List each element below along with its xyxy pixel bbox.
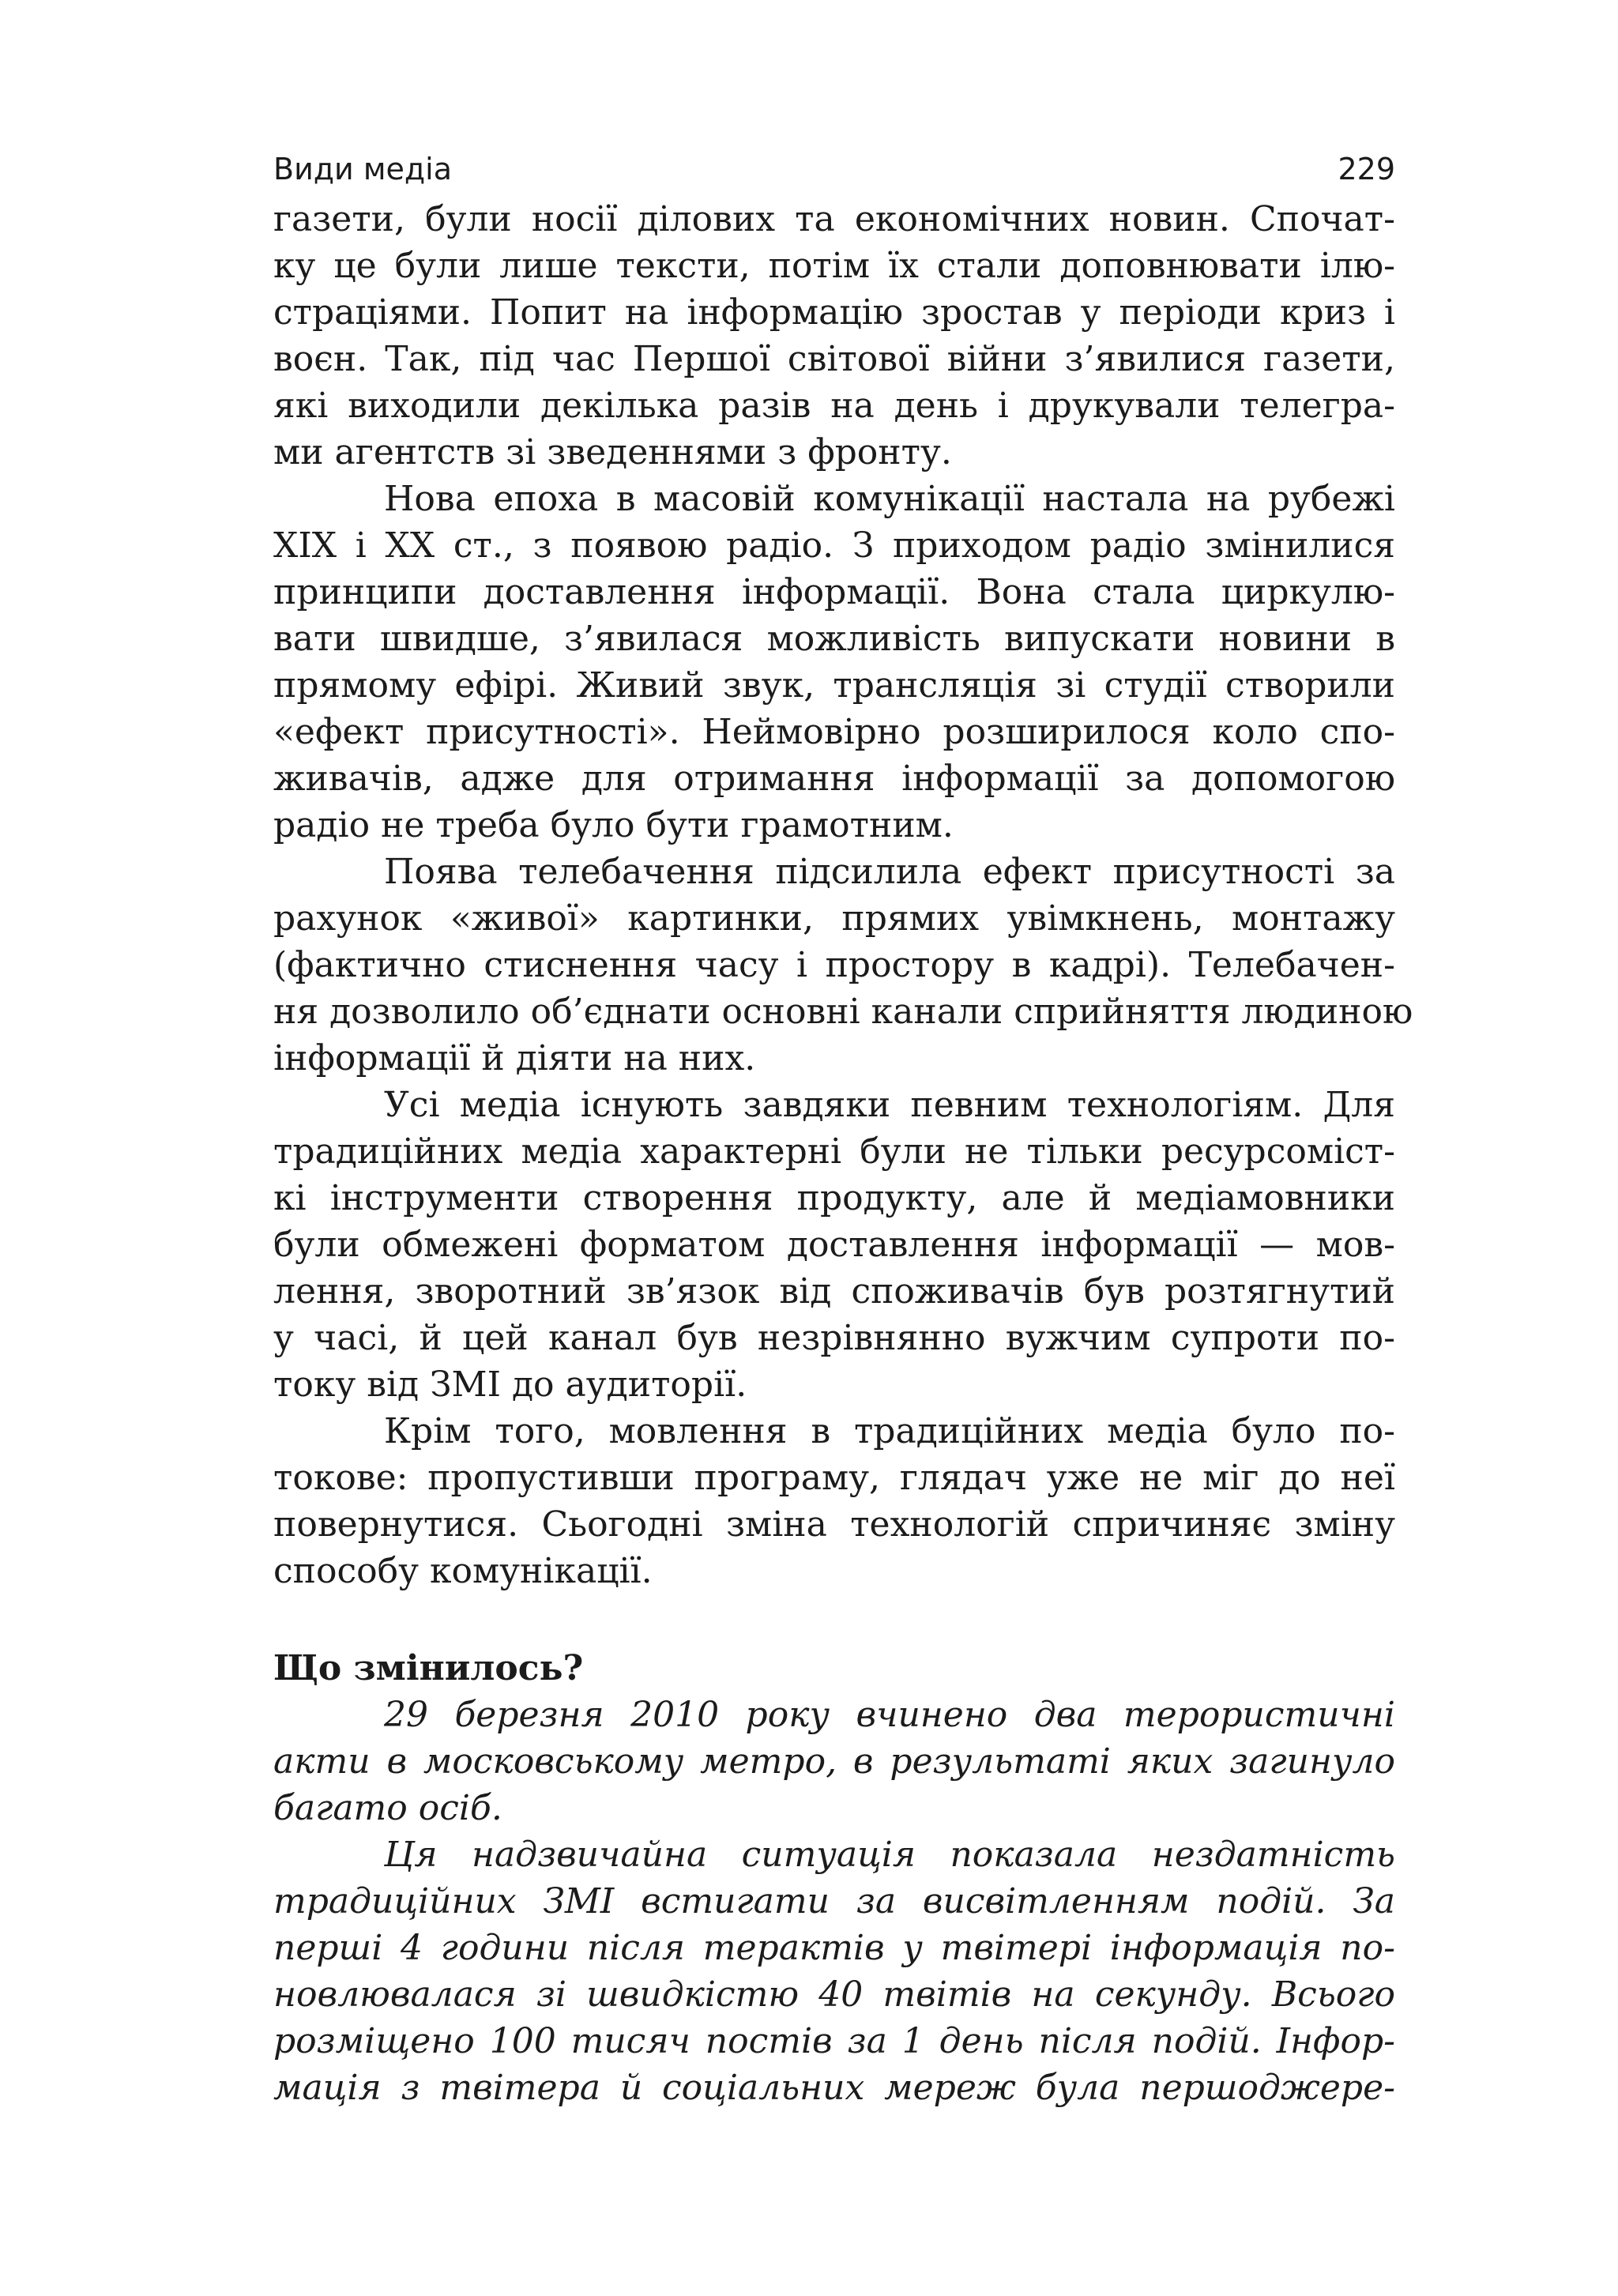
text-line: які виходили декілька разів на день і друкували телегра- — [273, 386, 1395, 426]
text-line: рахунок «живої» картинки, прямих увімкнень, монтажу — [273, 898, 1395, 939]
paragraph — [273, 196, 1395, 476]
text-line: «ефект присутності». Неймовірно розширилося коло спо- — [273, 712, 1395, 752]
text-line: току від ЗМІ до аудиторії. — [273, 1364, 747, 1405]
example-paragraph — [273, 1692, 1395, 1831]
paragraph — [273, 1408, 1395, 1594]
section-heading: Що змінилось? — [273, 1648, 584, 1688]
text-line: 29 березня 2010 року вчинено два терористичні — [384, 1695, 1395, 1735]
text-line: ми агентств зі зведеннями з фронту. — [273, 432, 952, 472]
book-page — [273, 147, 1413, 2111]
text-line: перші 4 години після терактів у твітері інформація по- — [273, 1928, 1395, 1968]
paragraph — [273, 849, 1413, 1082]
text-line: прямому ефірі. Живий звук, трансляція зі студії створили — [273, 665, 1395, 706]
text-line: XIX і XX ст., з появою радіо. З приходом радіо змінилися — [273, 525, 1395, 566]
section-gap — [273, 1594, 1395, 1645]
text-line: кі інструменти створення продукту, але й медіамовники — [273, 1178, 1395, 1218]
text-line: традиційних медіа характерні були не тільки ресурсоміст- — [273, 1131, 1395, 1172]
text-line: інформації й діяти на них. — [273, 1038, 756, 1078]
paragraph — [273, 1082, 1395, 1408]
text-line: були обмежені форматом доставлення інформації — мов- — [273, 1225, 1395, 1265]
text-line: живачів, адже для отримання інформації за допомогою — [273, 758, 1395, 799]
example-paragraph — [273, 1831, 1395, 2111]
text-line: багато осіб. — [273, 1788, 502, 1828]
text-line: Ця надзвичайна ситуація показала нездатність — [384, 1835, 1395, 1875]
text-line: вати швидше, з’явилася можливість випускати новини в — [273, 619, 1395, 659]
text-line: Крім того, мовлення в традиційних медіа було по- — [384, 1411, 1395, 1451]
running-title: Види медіа — [273, 152, 452, 186]
text-line: (фактично стиснення часу і простору в кадрі). Телебачен- — [273, 945, 1395, 985]
text-line: принципи доставлення інформації. Вона стала циркулю- — [273, 572, 1395, 612]
page-number: 229 — [1338, 152, 1395, 186]
text-line: токове: пропустивши програму, глядач уже не міг до неї — [273, 1458, 1395, 1498]
text-line: способу комунікації. — [273, 1551, 653, 1591]
text-line: мація з твітера й соціальних мереж була першоджере- — [273, 2068, 1395, 2108]
text-line: новлювалася зі швидкістю 40 твітів на секунду. Всього — [273, 1974, 1395, 2015]
text-line: ку це були лише тексти, потім їх стали доповнювати ілю- — [273, 246, 1395, 286]
text-line: Поява телебачення підсилила ефект присутності за — [384, 852, 1395, 892]
text-line: розміщено 100 тисяч постів за 1 день після подій. Інфор- — [273, 2021, 1395, 2061]
text-line: радіо не треба було бути грамотним. — [273, 805, 954, 845]
text-line: страціями. Попит на інформацію зростав у періоди криз і — [273, 292, 1395, 333]
text-line: Усі медіа існують завдяки певним технологіям. Для — [384, 1085, 1395, 1125]
text-line: Нова епоха в масовій комунікації настала на рубежі — [384, 479, 1395, 519]
text-line: лення, зворотний зв’язок від споживачів був розтягнутий — [273, 1271, 1395, 1312]
text-line: газети, були носії ділових та економічних новин. Спочат- — [273, 199, 1395, 239]
text-line: ня дозволило об’єднати основні канали сприйняття людиною — [273, 992, 1413, 1032]
running-header — [273, 147, 1395, 191]
body-text — [273, 196, 1413, 2111]
text-line: у часі, й цей канал був незрівнянно вужчим супроти по- — [273, 1318, 1395, 1358]
text-line: традиційних ЗМІ встигати за висвітленням подій. За — [273, 1881, 1395, 1921]
text-line: повернутися. Сьогодні зміна технологій спричиняє зміну — [273, 1504, 1395, 1545]
text-line: воєн. Так, під час Першої світової війни з’явилися газети, — [273, 339, 1395, 379]
text-line: акти в московському метро, в результаті яких загинуло — [273, 1741, 1395, 1782]
paragraph — [273, 476, 1395, 849]
